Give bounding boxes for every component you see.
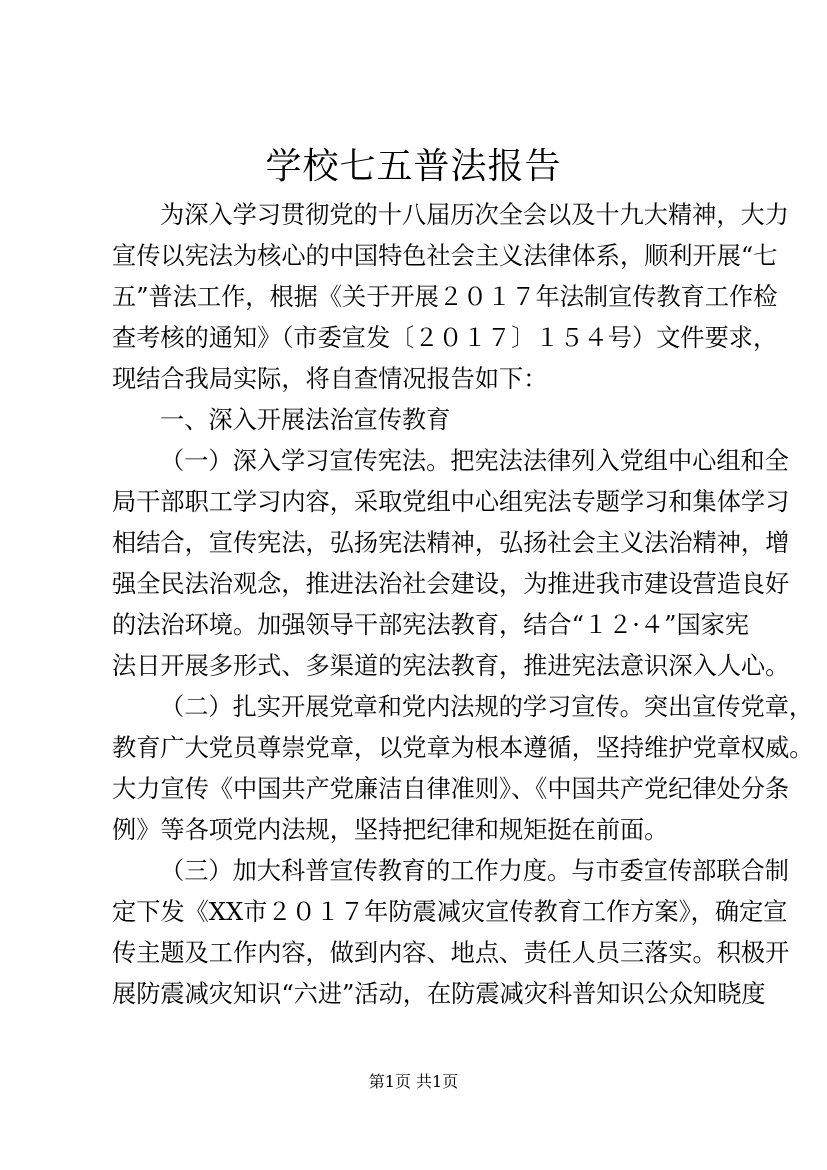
- paragraph-line: 宣传以宪法为核心的中国特色社会主义法律体系，顺利开展“七: [112, 242, 778, 270]
- document-title: 学校七五普法报告: [265, 146, 562, 187]
- paragraph-line: 展防震减灾知识“六进”活动，在防震减灾科普知识公众知晓度: [112, 980, 766, 1008]
- paragraph-line: 例》等各项党内法规，坚持把纪律和规矩挺在前面。: [112, 816, 669, 844]
- paragraph-line: 大力宣传《中国共产党廉洁自律准则》、《中国共产党纪律处分条: [112, 775, 790, 803]
- paragraph-line: （一）深入学习宣传宪法。把宪法法律列入党组中心组和全: [160, 447, 789, 475]
- document-body: [112, 195, 814, 1015]
- paragraph-line: 定下发《XX市２０１７年防震减灾宣传教育工作方案》，确定宣: [112, 898, 788, 926]
- paragraph-line: 查考核的通知》（市委宣发〔２０１７〕１５４号）文件要求，: [112, 324, 778, 352]
- paragraph-line: 的法治环境。加强领导干部宪法教育，结合“１２·４”国家宪: [112, 611, 750, 639]
- paragraph-line: 强全民法治观念，推进法治社会建设，为推进我市建设营造良好: [112, 570, 790, 598]
- paragraph-line: 相结合，宣传宪法，弘扬宪法精神，弘扬社会主义法治精神，增: [112, 529, 790, 557]
- paragraph-line: （三）加大科普宣传教育的工作力度。与市委宣传部联合制: [160, 857, 789, 885]
- paragraph-line: 现结合我局实际，将自查情况报告如下：: [112, 365, 548, 393]
- paragraph-line: 传主题及工作内容，做到内容、地点、责任人员三落实。积极开: [112, 939, 790, 967]
- paragraph-line: （二）扎实开展党章和党内法规的学习宣传。突出宣传党章，: [160, 693, 814, 721]
- paragraph-line: 为深入学习贯彻党的十八届历次全会以及十九大精神，大力: [160, 201, 789, 229]
- section-heading: 一、深入开展法治宣传教育: [160, 406, 451, 434]
- paragraph-line: 局干部职工学习内容，采取党组中心组宪法专题学习和集体学习: [112, 488, 790, 516]
- paragraph-line: 教育广大党员尊崇党章，以党章为根本遵循，坚持维护党章权威。: [112, 734, 814, 762]
- page-footer: 第1页 共1页: [368, 1072, 459, 1091]
- paragraph-line: 五”普法工作，根据《关于开展２０１７年法制宣传教育工作检: [112, 283, 778, 311]
- paragraph-line: 法日开展多形式、多渠道的宪法教育，推进宪法意识深入人心。: [112, 652, 790, 680]
